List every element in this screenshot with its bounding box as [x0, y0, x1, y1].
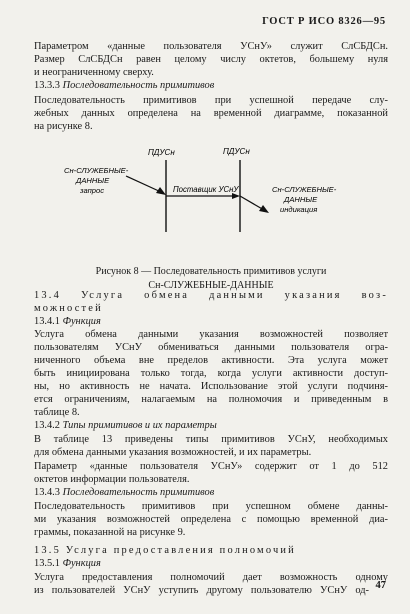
- heading-number: 13.4.3: [34, 487, 60, 498]
- standard-header: ГОСТ Р ИСО 8326—95: [262, 16, 386, 27]
- heading-number: 13.4.1: [34, 316, 60, 327]
- paragraph-line: Последовательность примитивов при успешной передаче слу-: [34, 95, 388, 106]
- subsection-heading-13-4-1: [34, 315, 388, 328]
- paragraph-line: Размер СлСБДСн равен целому числу октетов, большему нуля: [34, 54, 388, 65]
- section-heading-13-5: 13.5 Услуга предоставления полномочий: [34, 545, 296, 556]
- figure-8-caption-line1: Рисунок 8 — Последовательность примитивов услуги: [95, 266, 327, 277]
- paragraph-line: таблице 8.: [34, 407, 80, 418]
- paragraph-line: В таблице 13 приведены типы примитивов УСнУ, необходимых: [34, 434, 388, 445]
- request-label-line1: Сн-СЛУЖЕБНЫЕ-: [64, 166, 129, 175]
- paragraph-line: жебных данных определена на временной диаграмме, показанной: [34, 108, 388, 119]
- request-arrow: [126, 176, 161, 192]
- paragraph-line: из пользователей УСнУ уступить другому пользователю УСнУ од-: [34, 585, 369, 596]
- paragraph-line: пользователям УСнУ обмениваться данными пользователя огра-: [34, 342, 388, 353]
- pdusn-right-label: ПДУСн: [223, 147, 250, 156]
- paragraph-line: ется ограничениям, налагаемым на полномочия и приведенным в: [34, 394, 388, 405]
- heading-title: Последовательность примитивов: [62, 80, 215, 91]
- request-arrowhead: [156, 187, 166, 195]
- section-heading-13-4: 13.4 Услуга обмена данными указания воз-: [34, 290, 388, 301]
- paragraph-line: для обмена данными указания возможностей, и их параметры.: [34, 447, 312, 458]
- provider-label: Поставщик УСнУ: [173, 185, 239, 194]
- page-number: 47: [375, 580, 386, 591]
- paragraph-line: Последовательность примитивов при успешном обмене данны-: [34, 501, 388, 512]
- paragraph-line: Параметром «данные пользователя УСнУ» служит СлСБДСн.: [34, 41, 388, 52]
- indication-label-line2: ДАННЫЕ: [284, 195, 318, 204]
- heading-number: 13.5.1: [34, 558, 60, 569]
- subsection-heading-13-4-2: [34, 419, 388, 432]
- request-label-line3: запрос: [80, 186, 105, 195]
- indication-label-line3: индикация: [280, 205, 318, 214]
- subsection-heading-13-3-3: [34, 79, 388, 92]
- paragraph-line: ми указания возможностей определена с помощью временной диа-: [34, 514, 388, 525]
- paragraph-line: ниченного объема вне пределов активности. Эта услуга может: [34, 355, 388, 366]
- paragraph-line: Услуга предоставления полномочий дает возможность одному: [34, 572, 388, 583]
- heading-number: 13.4.2: [34, 420, 60, 431]
- paragraph-line: Услуга обмена данными указания возможностей позволяет: [34, 329, 388, 340]
- heading-number: 13.3.3: [34, 80, 60, 91]
- paragraph-line: ны, но активность не начата. Использование этой услуги подчиня-: [34, 381, 388, 392]
- paragraph-line: октетов информации пользователя.: [34, 474, 190, 485]
- paragraph-line: граммы, показанной на рисунке 9.: [34, 527, 186, 538]
- section-heading-13-4-cont: можностей: [34, 303, 103, 314]
- figure-8-time-sequence-diagram: [0, 140, 410, 250]
- paragraph-line: на рисунке 8.: [34, 121, 93, 132]
- figure-8-caption-line2: Сн-СЛУЖЕБНЫЕ-ДАННЫЕ: [148, 280, 274, 291]
- request-label-line2: ДАННЫЕ: [76, 176, 110, 185]
- indication-arrow: [240, 196, 264, 210]
- indication-arrowhead: [259, 205, 269, 213]
- subsection-heading-13-5-1: [34, 557, 388, 570]
- heading-title: Функция: [62, 316, 101, 327]
- pdusn-left-label: ПДУСн: [148, 148, 175, 157]
- heading-title: Функция: [62, 558, 101, 569]
- paragraph-line: Параметр «данные пользователя УСнУ» содержит от 1 до 512: [34, 461, 388, 472]
- heading-title: Типы примитивов и их параметры: [62, 420, 217, 431]
- paragraph-line: быть инициирована только тогда, когда услуги активности доступ-: [34, 368, 388, 379]
- indication-label-line1: Сн-СЛУЖЕБНЫЕ-: [272, 185, 337, 194]
- heading-title: Последовательность примитивов: [62, 487, 215, 498]
- paragraph-line: и неограниченному сверху.: [34, 67, 154, 78]
- subsection-heading-13-4-3: [34, 486, 388, 499]
